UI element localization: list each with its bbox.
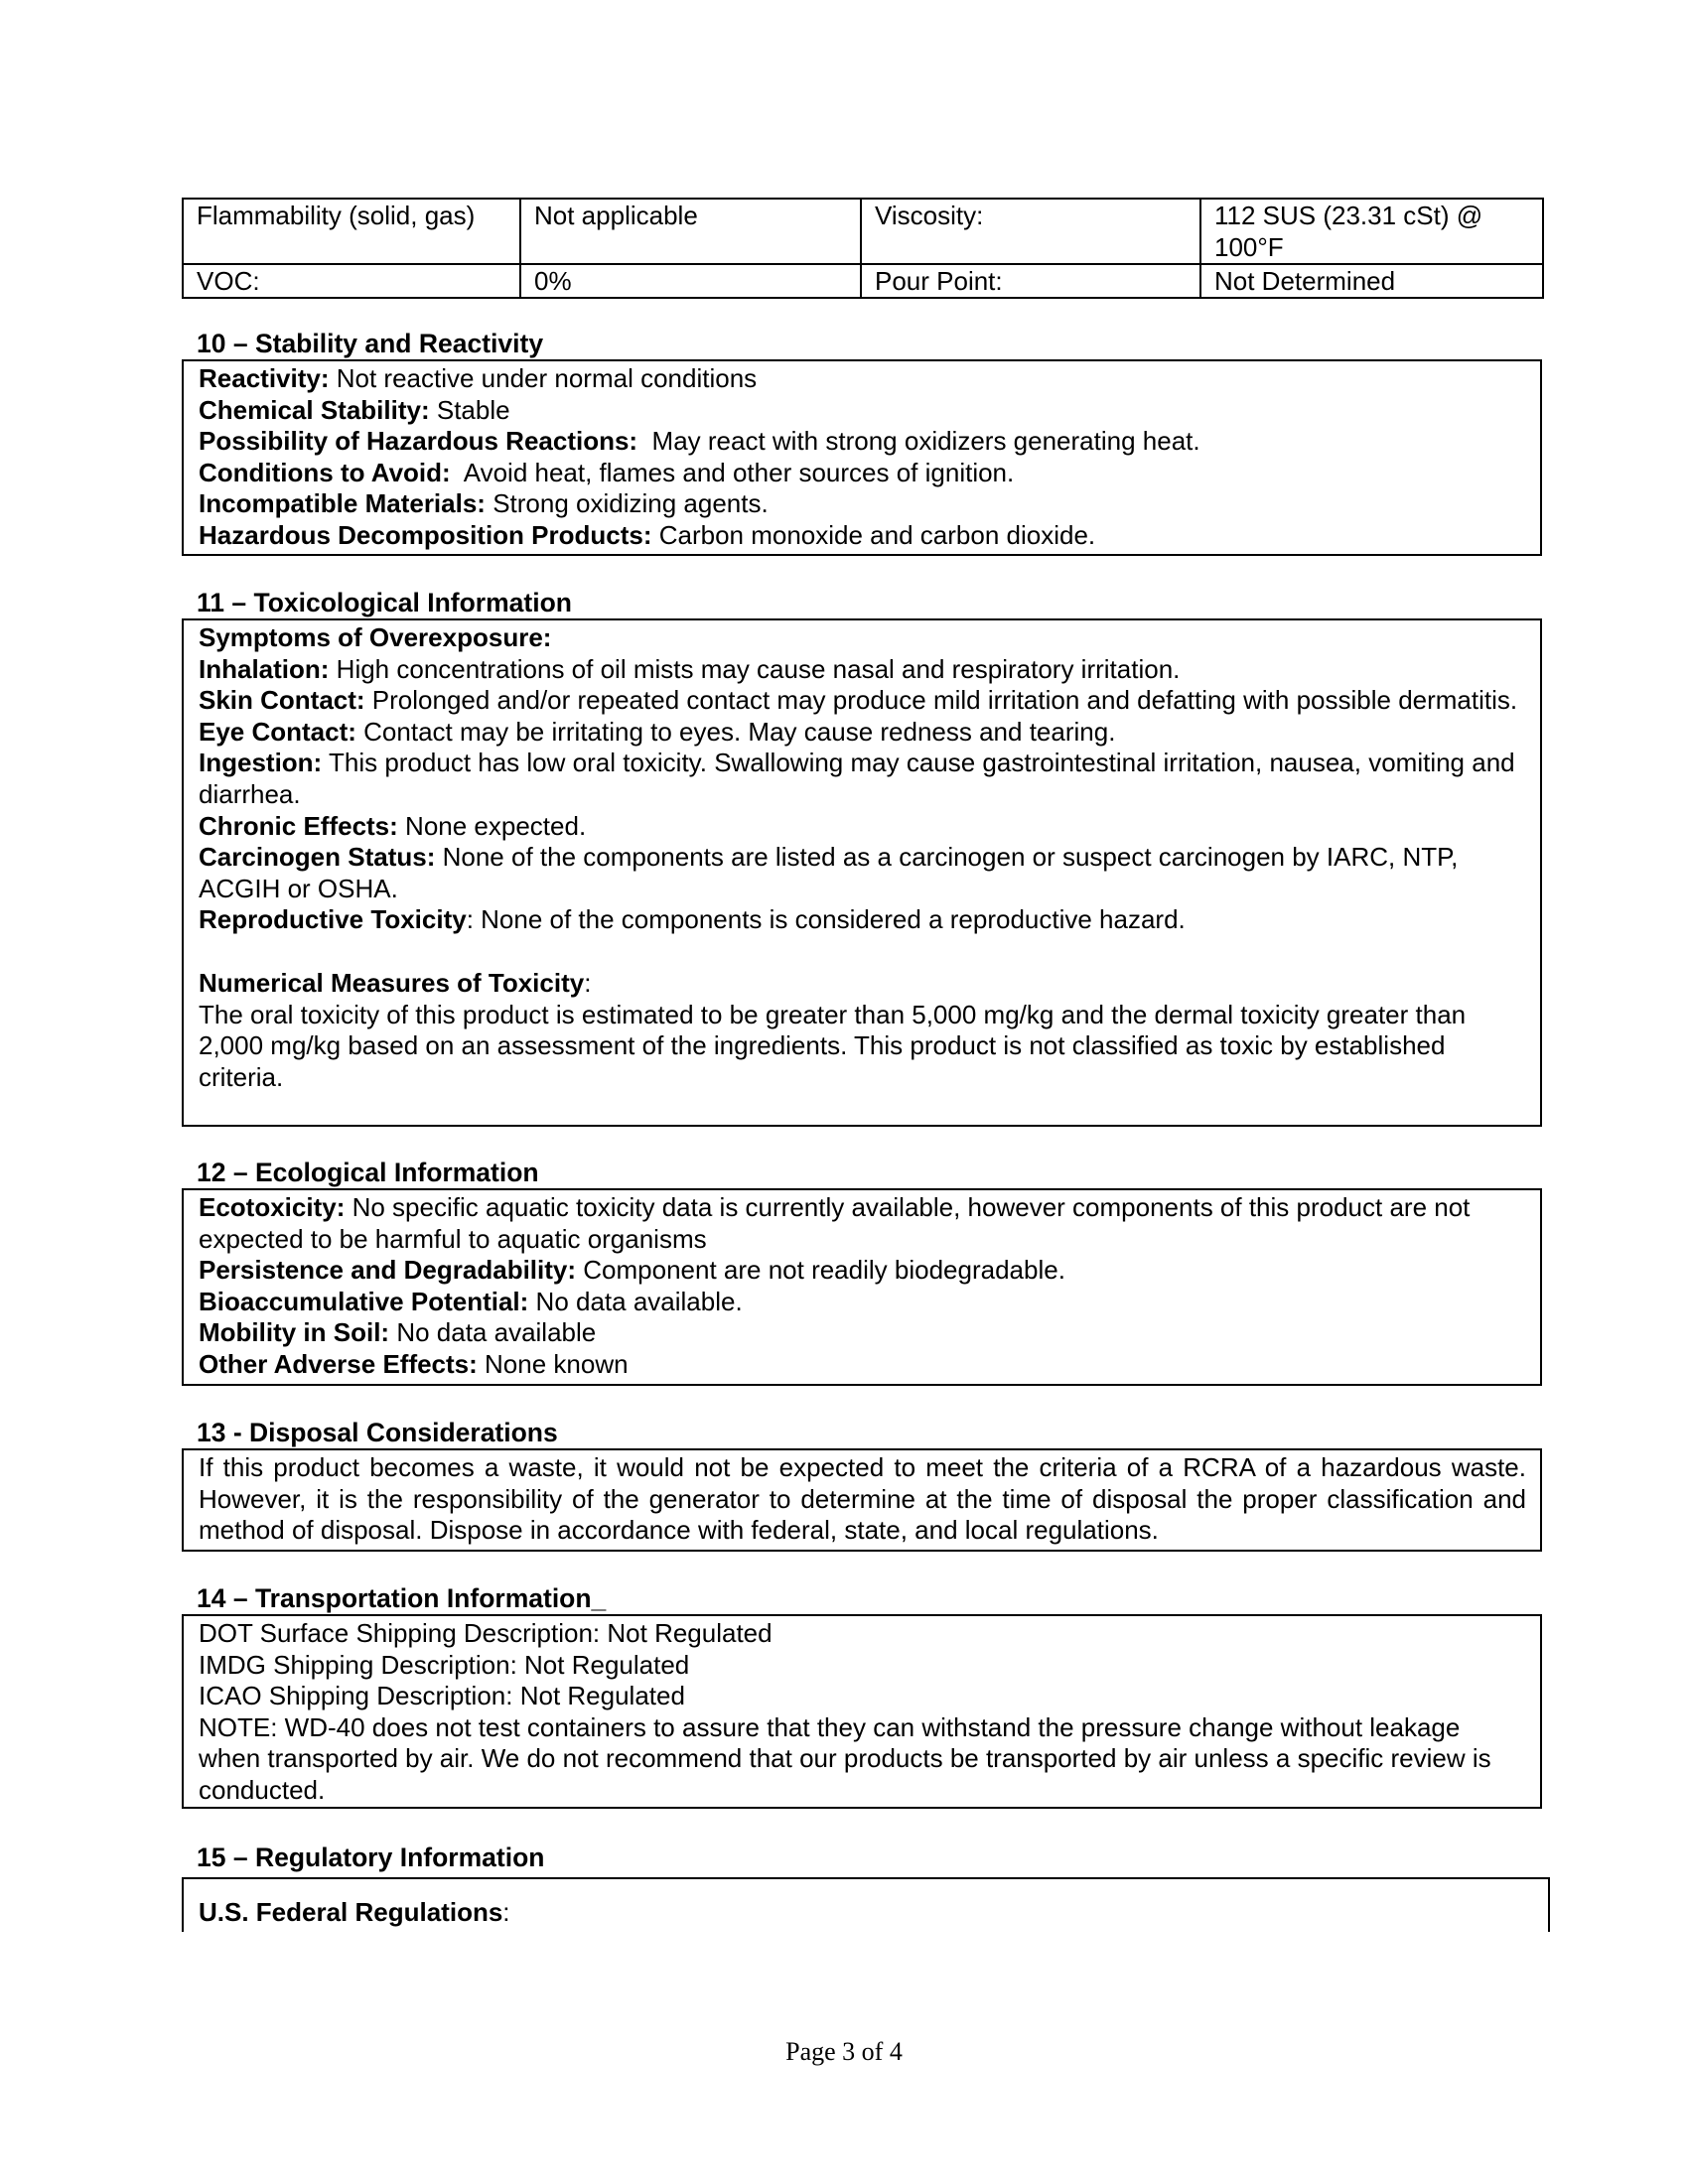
item-label: Reproductive Toxicity	[199, 904, 467, 935]
item-text: Strong oxidizing agents.	[485, 488, 769, 519]
list-item	[199, 363, 1526, 395]
item-text: This product has low oral toxicity. Swallowing may cause gastrointestinal irritation, nausea, vomiting and diarrhea.	[199, 748, 1515, 809]
item-label: Conditions to Avoid:	[199, 457, 451, 487]
section-10-box	[182, 359, 1542, 556]
table-cell: Not applicable	[520, 199, 861, 264]
section-14-heading: 14 – Transportation Information_	[197, 1583, 607, 1613]
numerical-measures-text: The oral toxicity of this product is estimated to be greater than 5,000 mg/kg and the dermal toxicity greater than 2,000 mg/kg based on an assessment of the ingredients. This product is not classified as toxic by established criteria.	[199, 999, 1467, 1092]
item-label: Possibility of Hazardous Reactions:	[199, 426, 638, 457]
item-text: None of the components are listed as a carcinogen or suspect carcinogen by IARC, NTP, ACGIH or OSHA.	[199, 842, 1459, 903]
physical-properties-table	[182, 198, 1544, 299]
table-cell: Flammability (solid, gas)	[183, 199, 520, 264]
section-11-box	[182, 618, 1542, 1127]
item-text: No data available	[389, 1317, 597, 1348]
item-text: No specific aquatic toxicity data is currently available, however components of this product are not expected to be harmful to aquatic organisms	[199, 1192, 1471, 1254]
item-label: Inhalation:	[199, 653, 330, 684]
item-label: Other Adverse Effects:	[199, 1348, 478, 1379]
list-item	[199, 1287, 1526, 1318]
table-cell: 112 SUS (23.31 cSt) @ 100°F	[1200, 199, 1543, 264]
item-label: Hazardous Decomposition Products:	[199, 519, 652, 550]
item-text: :	[584, 967, 592, 998]
section-15-box	[182, 1877, 1550, 1932]
item-text: High concentrations of oil mists may cause nasal and respiratory irritation.	[329, 653, 1181, 684]
item-label: Persistence and Degradability:	[199, 1255, 577, 1286]
table-cell: Not Determined	[1200, 264, 1543, 298]
item-text: Not reactive under normal conditions	[329, 363, 758, 393]
item-label: Skin Contact:	[199, 685, 365, 716]
section-13-heading: 13 - Disposal Considerations	[197, 1418, 558, 1447]
table-cell: 0%	[520, 264, 861, 298]
item-label: Chemical Stability:	[199, 394, 430, 425]
list-item	[199, 654, 1526, 686]
numerical-measures-heading	[199, 968, 1526, 1000]
item-text: Carbon monoxide and carbon dioxide.	[651, 519, 1096, 550]
list-item	[199, 426, 1526, 458]
section-12-box	[182, 1188, 1542, 1386]
item-text: Component are not readily biodegradable.	[576, 1255, 1065, 1286]
list-item	[199, 1255, 1526, 1287]
list-item	[199, 717, 1526, 749]
item-label: Eye Contact:	[199, 716, 356, 747]
section-15-heading: 15 – Regulatory Information	[197, 1843, 545, 1872]
item-label: Mobility in Soil:	[199, 1317, 390, 1348]
list-item	[199, 904, 1526, 936]
item-text: None expected.	[397, 810, 587, 841]
item-label: Bioaccumulative Potential:	[199, 1286, 529, 1316]
section-10-heading: 10 – Stability and Reactivity	[197, 329, 544, 358]
page-number: Page 3 of 4	[785, 2037, 903, 2066]
item-text: Stable	[429, 394, 510, 425]
list-item	[199, 811, 1526, 843]
item-label: Ingestion:	[199, 748, 323, 778]
section-11-heading: 11 – Toxicological Information	[197, 588, 572, 617]
item-text: No data available.	[528, 1286, 743, 1316]
table-cell: Viscosity:	[861, 199, 1200, 264]
table-row	[183, 199, 1543, 264]
list-item: IMDG Shipping Description: Not Regulated	[199, 1649, 690, 1680]
table-row	[183, 264, 1543, 298]
disposal-text: If this product becomes a waste, it would not be expected to meet the criteria of a RCRA of a hazardous waste. However, it is the responsibility of the generator to determine at the time of disposal the proper classification and method of disposal. Dispose in accordance with federal, state, and local regulations.	[199, 1452, 1526, 1546]
list-item	[199, 1192, 1526, 1255]
list-item: ICAO Shipping Description: Not Regulated	[199, 1681, 685, 1711]
list-item	[199, 1317, 1526, 1349]
symptoms-label: Symptoms of Overexposure:	[199, 622, 552, 652]
item-label: Ecotoxicity:	[199, 1192, 346, 1222]
item-label: Numerical Measures of Toxicity	[199, 967, 585, 998]
list-item	[199, 395, 1526, 427]
item-text: Prolonged and/or repeated contact may produce mild irritation and defatting with possible dermatitis.	[364, 685, 1518, 716]
transport-note: NOTE: WD-40 does not test containers to assure that they can withstand the pressure change without leakage when transported by air. We do not recommend that our products be transported by air unless a specific review is conducted.	[199, 1711, 1491, 1805]
list-item: DOT Surface Shipping Description: Not Regulated	[199, 1618, 773, 1648]
section-13-box	[182, 1448, 1542, 1552]
list-item	[199, 488, 1526, 520]
item-text: Contact may be irritating to eyes. May cause redness and tearing.	[355, 716, 1116, 747]
item-text: May react with strong oxidizers generating heat.	[637, 426, 1200, 457]
item-text: : None of the components is considered a reproductive hazard.	[466, 904, 1186, 935]
list-item	[199, 1349, 1526, 1381]
item-label: Reactivity:	[199, 363, 330, 393]
list-item	[199, 458, 1526, 489]
item-label: Chronic Effects:	[199, 810, 398, 841]
table-cell: VOC:	[183, 264, 520, 298]
section-12-heading: 12 – Ecological Information	[197, 1158, 539, 1187]
table-cell: Pour Point:	[861, 264, 1200, 298]
item-text: Avoid heat, flames and other sources of ignition.	[450, 457, 1015, 487]
list-item	[199, 748, 1526, 810]
list-item	[199, 520, 1526, 552]
item-label: Carcinogen Status:	[199, 842, 436, 873]
list-item	[199, 842, 1526, 904]
item-text: None known	[477, 1348, 629, 1379]
section-14-box	[182, 1614, 1542, 1809]
item-text: :	[502, 1897, 510, 1927]
federal-regulations-label: U.S. Federal Regulations	[199, 1897, 503, 1927]
list-item	[199, 685, 1526, 717]
item-label: Incompatible Materials:	[199, 488, 486, 519]
